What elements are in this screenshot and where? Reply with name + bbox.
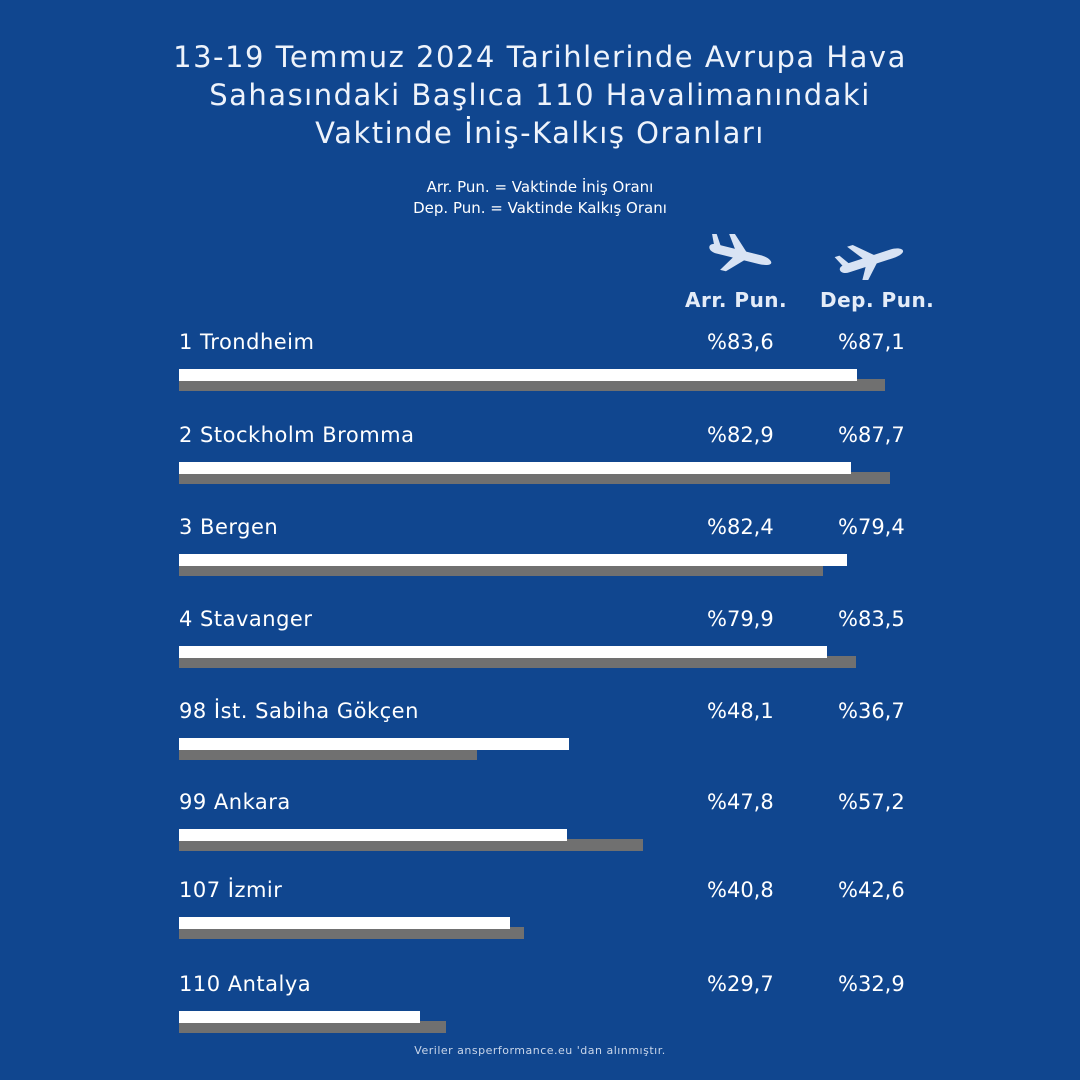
airport-label: 2 Stockholm Bromma: [179, 423, 415, 447]
arr-value-label: %47,8: [707, 790, 774, 814]
airport-label: 110 Antalya: [179, 972, 312, 996]
arr-value-label: %82,4: [707, 515, 774, 539]
arr-bar: [179, 738, 569, 750]
arr-value-label: %40,8: [707, 878, 774, 902]
dep-value-label: %87,1: [838, 330, 905, 354]
airport-label: 4 Stavanger: [179, 607, 313, 631]
title-line-1: 13-19 Temmuz 2024 Tarihlerinde Avrupa Hava: [173, 40, 907, 74]
dep-value-label: %79,4: [838, 515, 905, 539]
legend-arr: Arr. Pun. = Vaktinde İniş Oranı: [426, 178, 654, 196]
arr-bar: [179, 369, 857, 381]
dep-value-label: %87,7: [838, 423, 905, 447]
airport-label: 3 Bergen: [179, 515, 279, 539]
legend: [0, 177, 1080, 219]
chart-title: [0, 38, 1080, 152]
arr-bar: [179, 462, 851, 474]
airport-label: 1 Trondheim: [179, 330, 315, 354]
dep-value-label: %83,5: [838, 607, 905, 631]
arr-value-label: %83,6: [707, 330, 774, 354]
arr-value-label: %29,7: [707, 972, 774, 996]
airport-label: 99 Ankara: [179, 790, 291, 814]
arr-value-label: %48,1: [707, 699, 774, 723]
plane-landing-icon: [704, 234, 774, 278]
title-line-3: Vaktinde İniş-Kalkış Oranları: [315, 116, 765, 150]
dep-value-label: %32,9: [838, 972, 905, 996]
column-header-dep: Dep. Pun.: [820, 288, 935, 312]
legend-dep: Dep. Pun. = Vaktinde Kalkış Oranı: [413, 199, 667, 217]
dep-value-label: %36,7: [838, 699, 905, 723]
arr-bar: [179, 917, 510, 929]
arr-bar: [179, 1011, 420, 1023]
title-line-2: Sahasındaki Başlıca 110 Havalimanındaki: [209, 78, 871, 112]
dep-value-label: %42,6: [838, 878, 905, 902]
arr-value-label: %82,9: [707, 423, 774, 447]
airport-label: 98 İst. Sabiha Gökçen: [179, 699, 419, 723]
column-header-arr: Arr. Pun.: [685, 288, 788, 312]
arr-value-label: %79,9: [707, 607, 774, 631]
airport-label: 107 İzmir: [179, 878, 283, 902]
arr-bar: [179, 829, 567, 841]
dep-value-label: %57,2: [838, 790, 905, 814]
source-note: Veriler ansperformance.eu 'dan alınmıştır.: [414, 1044, 666, 1057]
arr-bar: [179, 646, 827, 658]
arr-bar: [179, 554, 847, 566]
plane-takeoff-icon: [834, 238, 908, 280]
